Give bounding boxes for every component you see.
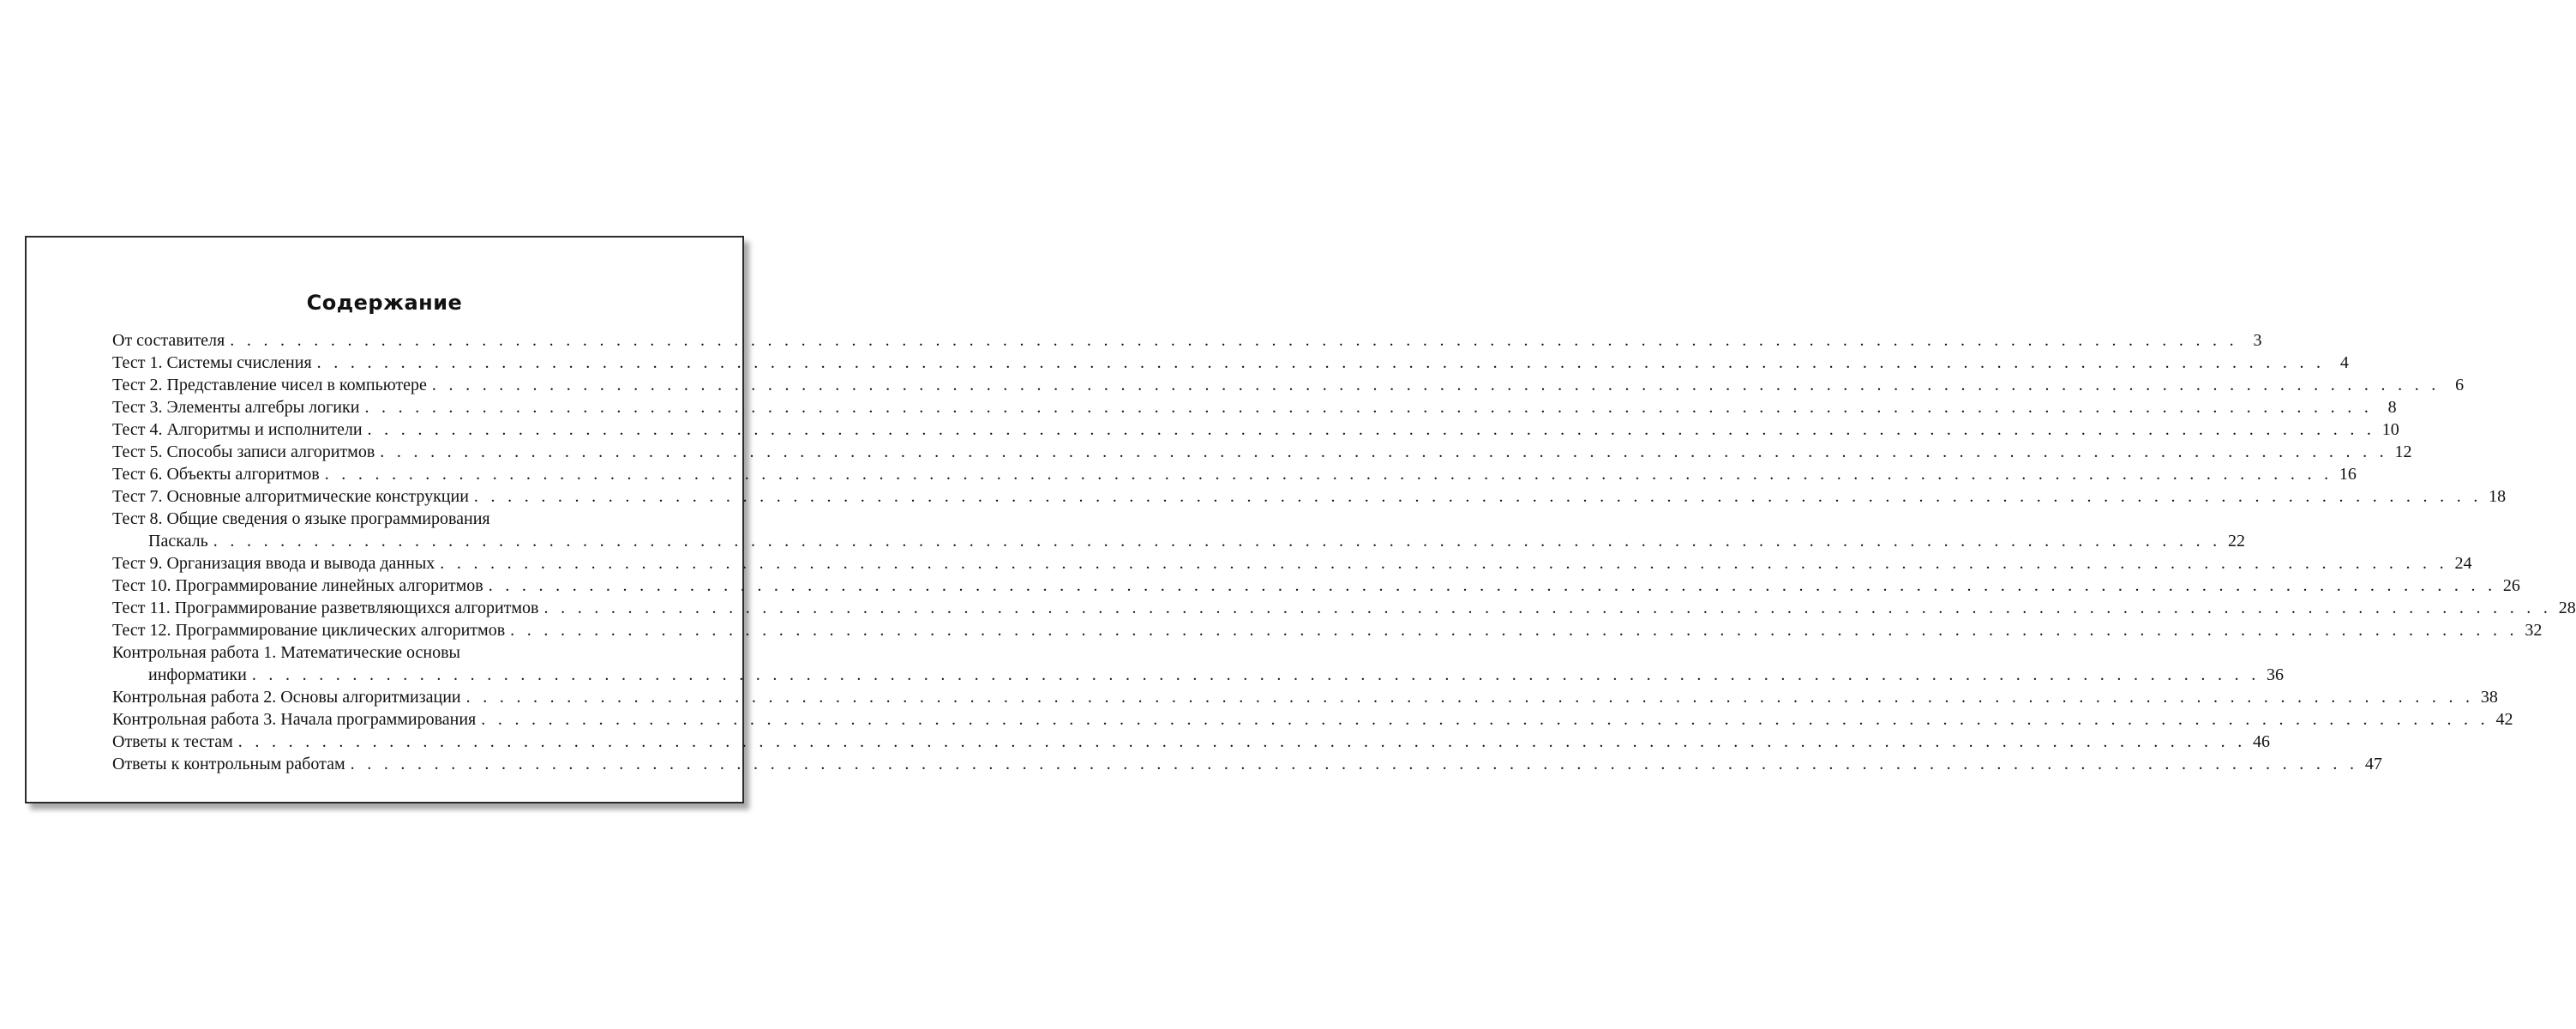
toc-entry-line (112, 552, 2472, 575)
toc-page-number: 6 (2455, 376, 2465, 394)
toc-entry (112, 485, 2507, 508)
toc-page-number: 10 (2381, 420, 2399, 439)
toc-page-number: 8 (2387, 398, 2397, 417)
toc-entry-line (112, 731, 2270, 753)
toc-entry-line (112, 463, 2357, 485)
toc-entry (112, 575, 2520, 597)
toc-entry-line (112, 619, 2543, 641)
toc-entry-title-continuation: Паскаль (148, 532, 208, 551)
toc-entry-line (112, 575, 2520, 597)
toc-entry-title: Тест 5. Способы записи алгоритмов (112, 442, 375, 461)
toc-entry-line (112, 418, 2399, 441)
toc-entry-title: Тест 7. Основные алгоритмические конструкции (112, 487, 469, 506)
toc-entry-title: Контрольная работа 1. Математические основы (112, 643, 460, 662)
toc-entry-title: От составителя (112, 331, 225, 350)
toc-entry (112, 441, 2412, 463)
toc-entry-title: Контрольная работа 2. Основы алгоритмизации (112, 688, 461, 707)
toc-entry-title: Тест 11. Программирование разветвляющихся алгоритмов (112, 599, 539, 617)
dot-leader: . . . . . . . . . . . . . . . . . . . . . . . . . . . . . . . . . . . . . . . . . . . . . . . . . . . . . . . . . . . . . . . . . . . . . . . . . . . . . . . . . . . . . . . . . . . . . . . . . . . . . . . . . . . . . . . . . . . . . . . . (230, 331, 2238, 350)
toc-page-number: 24 (2454, 554, 2472, 573)
toc-entry (112, 508, 2245, 552)
toc-entry-title: Ответы к контрольным работам (112, 755, 345, 773)
dot-leader: . . . . . . . . . . . . . . . . . . . . . . . . . . . . . . . . . . . . . . . . . . . . . . . . . . . . . . . . . . . . . . . . . . . . . . . . . . . . . . . . . . . . . . . . . . . . . . . . . . . . . . . . . . . . . . . . . . . . . . . . (213, 532, 2221, 551)
toc-entry-title: Тест 8. Общие сведения о языке программирования (112, 509, 490, 528)
toc-entry (112, 641, 2285, 686)
page-frame (25, 236, 2576, 803)
toc-entry-line (112, 396, 2397, 418)
toc-entry-line (112, 753, 2382, 775)
toc-page-number: 46 (2253, 732, 2270, 751)
toc-entry-line (112, 329, 2262, 352)
toc-entry (112, 352, 2349, 374)
dot-leader: . . . . . . . . . . . . . . . . . . . . . . . . . . . . . . . . . . . . . . . . . . . . . . . . . . . . . . . . . . . . . . . . . . . . . . . . . . . . . . . . . . . . . . . . . . . . . . . . . . . . . . . . . . . . . . . . . . . . . . . . (481, 710, 2489, 729)
toc-entry-line (112, 597, 2576, 619)
toc-page-number: 12 (2394, 442, 2412, 461)
toc-page-number: 36 (2267, 665, 2285, 684)
toc-entry (112, 463, 2357, 485)
toc-entry-title: Ответы к тестам (112, 732, 233, 751)
toc-entry (112, 329, 2262, 352)
toc-entry-line (112, 708, 2513, 731)
toc-entry-line (112, 352, 2349, 374)
toc-page-number: 4 (2339, 353, 2349, 372)
toc-entry-title-continuation: информатики (148, 665, 247, 684)
dot-leader: . . . . . . . . . . . . . . . . . . . . . . . . . . . . . . . . . . . . . . . . . . . . . . . . . . . . . . . . . . . . . . . . . . . . . . . . . . . . . . . . . . . . . . . . . . . . . . . . . . . . . . . . . . . . . . . . . . . . . . . . (316, 353, 2325, 372)
toc-entry (112, 552, 2472, 575)
toc-entry-title: Тест 4. Алгоритмы и исполнители (112, 420, 363, 439)
toc-entry (112, 708, 2513, 731)
toc-entry-line (112, 441, 2412, 463)
toc-entry (112, 418, 2399, 441)
toc-entry-line (112, 664, 2285, 686)
dot-leader: . . . . . . . . . . . . . . . . . . . . . . . . . . . . . . . . . . . . . . . . . . . . . . . . . . . . . . . . . . . . . . . . . . . . . . . . . . . . . . . . . . . . . . . . . . . . . . . . . . . . . . . . . . . . . . . . . . . . . . . . (324, 465, 2333, 484)
toc-entry-title: Тест 10. Программирование линейных алгоритмов (112, 576, 483, 595)
toc-page-number: 18 (2489, 487, 2507, 506)
dot-leader: . . . . . . . . . . . . . . . . . . . . . . . . . . . . . . . . . . . . . . . . . . . . . . . . . . . . . . . . . . . . . . . . . . . . . . . . . . . . . . . . . . . . . . . . . . . . . . . . . . . . . . . . . . . . . . . . . . . . . . . . (350, 755, 2358, 773)
toc-entry-title: Тест 6. Объекты алгоритмов (112, 465, 320, 484)
dot-leader: . . . . . . . . . . . . . . . . . . . . . . . . . . . . . . . . . . . . . . . . . . . . . . . . . . . . . . . . . . . . . . . . . . . . . . . . . . . . . . . . . . . . . . . . . . . . . . . . . . . . . . . . . . . . . . . . . . . . . . . . (510, 621, 2519, 640)
toc-page-number: 32 (2525, 621, 2543, 640)
dot-leader: . . . . . . . . . . . . . . . . . . . . . . . . . . . . . . . . . . . . . . . . . . . . . . . . . . . . . . . . . . . . . . . . . . . . . . . . . . . . . . . . . . . . . . . . . . . . . . . . . . . . . . . . . . . . . . . . . . . . . . . . (473, 487, 2483, 506)
toc-entry (112, 619, 2543, 641)
toc-page-number: 3 (2253, 331, 2262, 350)
toc-entry (112, 374, 2465, 396)
dot-leader: . . . . . . . . . . . . . . . . . . . . . . . . . . . . . . . . . . . . . . . . . . . . . . . . . . . . . . . . . . . . . . . . . . . . . . . . . . . . . . . . . . . . . . . . . . . . . . . . . . . . . . . . . . . . . . . . . . . . . . . . (440, 554, 2448, 573)
toc-entry-title: Тест 1. Системы счисления (112, 353, 312, 372)
toc-entry-title: Тест 9. Организация ввода и вывода данных (112, 554, 435, 573)
toc-page-number: 38 (2480, 688, 2498, 707)
toc-entry-title: Тест 12. Программирование циклических алгоритмов (112, 621, 506, 640)
dot-leader: . . . . . . . . . . . . . . . . . . . . . . . . . . . . . . . . . . . . . . . . . . . . . . . . . . . . . . . . . . . . . . . . . . . . . . . . . . . . . . . . . . . . . . . . . . . . . . . . . . . . . . . . . . . . . . . . . . . . . . . . (380, 442, 2388, 461)
toc-entry-line (112, 686, 2498, 708)
dot-leader: . . . . . . . . . . . . . . . . . . . . . . . . . . . . . . . . . . . . . . . . . . . . . . . . . . . . . . . . . . . . . . . . . . . . . . . . . . . . . . . . . . . . . . . . . . . . . . . . . . . . . . . . . . . . . . . . . . . . . . . . (431, 376, 2441, 394)
dot-leader: . . . . . . . . . . . . . . . . . . . . . . . . . . . . . . . . . . . . . . . . . . . . . . . . . . . . . . . . . . . . . . . . . . . . . . . . . . . . . . . . . . . . . . . . . . . . . . . . . . . . . . . . . . . . . . . . . . . . . . . . (237, 732, 2246, 751)
toc-entry (112, 753, 2382, 775)
toc-entry (112, 686, 2498, 708)
dot-leader: . . . . . . . . . . . . . . . . . . . . . . . . . . . . . . . . . . . . . . . . . . . . . . . . . . . . . . . . . . . . . . . . . . . . . . . . . . . . . . . . . . . . . . . . . . . . . . . . . . . . . . . . . . . . . . . . . . . . . . . . (251, 665, 2261, 684)
toc-entry-title: Тест 3. Элементы алгебры логики (112, 398, 360, 417)
toc-page-number: 42 (2495, 710, 2513, 729)
dot-leader: . . . . . . . . . . . . . . . . . . . . . . . . . . . . . . . . . . . . . . . . . . . . . . . . . . . . . . . . . . . . . . . . . . . . . . . . . . . . . . . . . . . . . . . . . . . . . . . . . . . . . . . . . . . . . . . . . . . . . . . . (364, 398, 2373, 417)
toc-page-number: 47 (2364, 755, 2382, 773)
toc-page-number: 16 (2339, 465, 2357, 484)
page-title: Содержание (306, 291, 463, 315)
table-of-contents (112, 329, 2576, 775)
toc-entry-line (112, 374, 2465, 396)
toc-page-number: 26 (2502, 576, 2520, 595)
dot-leader: . . . . . . . . . . . . . . . . . . . . . . . . . . . . . . . . . . . . . . . . . . . . . . . . . . . . . . . . . . . . . . . . . . . . . . . . . . . . . . . . . . . . . . . . . . . . . . . . . . . . . . . . . . . . . . . . . . . . . . . . (367, 420, 2375, 439)
toc-page-number: 28 (2558, 599, 2576, 617)
toc-entry-line (112, 530, 2245, 552)
toc-page-number: 22 (2227, 532, 2245, 551)
toc-entry-title: Контрольная работа 3. Начала программирования (112, 710, 477, 729)
toc-entry-title: Тест 2. Представление чисел в компьютере (112, 376, 427, 394)
dot-leader: . . . . . . . . . . . . . . . . . . . . . . . . . . . . . . . . . . . . . . . . . . . . . . . . . . . . . . . . . . . . . . . . . . . . . . . . . . . . . . . . . . . . . . . . . . . . . . . . . . . . . . . . . . . . . . . . . . . . . . . . (465, 688, 2474, 707)
toc-entry (112, 396, 2397, 418)
toc-entry (112, 731, 2270, 753)
dot-leader: . . . . . . . . . . . . . . . . . . . . . . . . . . . . . . . . . . . . . . . . . . . . . . . . . . . . . . . . . . . . . . . . . . . . . . . . . . . . . . . . . . . . . . . . . . . . . . . . . . . . . . . . . . . . . . . . . . . . . . . . (543, 599, 2552, 617)
toc-entry (112, 597, 2576, 619)
dot-leader: . . . . . . . . . . . . . . . . . . . . . . . . . . . . . . . . . . . . . . . . . . . . . . . . . . . . . . . . . . . . . . . . . . . . . . . . . . . . . . . . . . . . . . . . . . . . . . . . . . . . . . . . . . . . . . . . . . . . . . . . (488, 576, 2496, 595)
toc-entry-line (112, 485, 2507, 508)
